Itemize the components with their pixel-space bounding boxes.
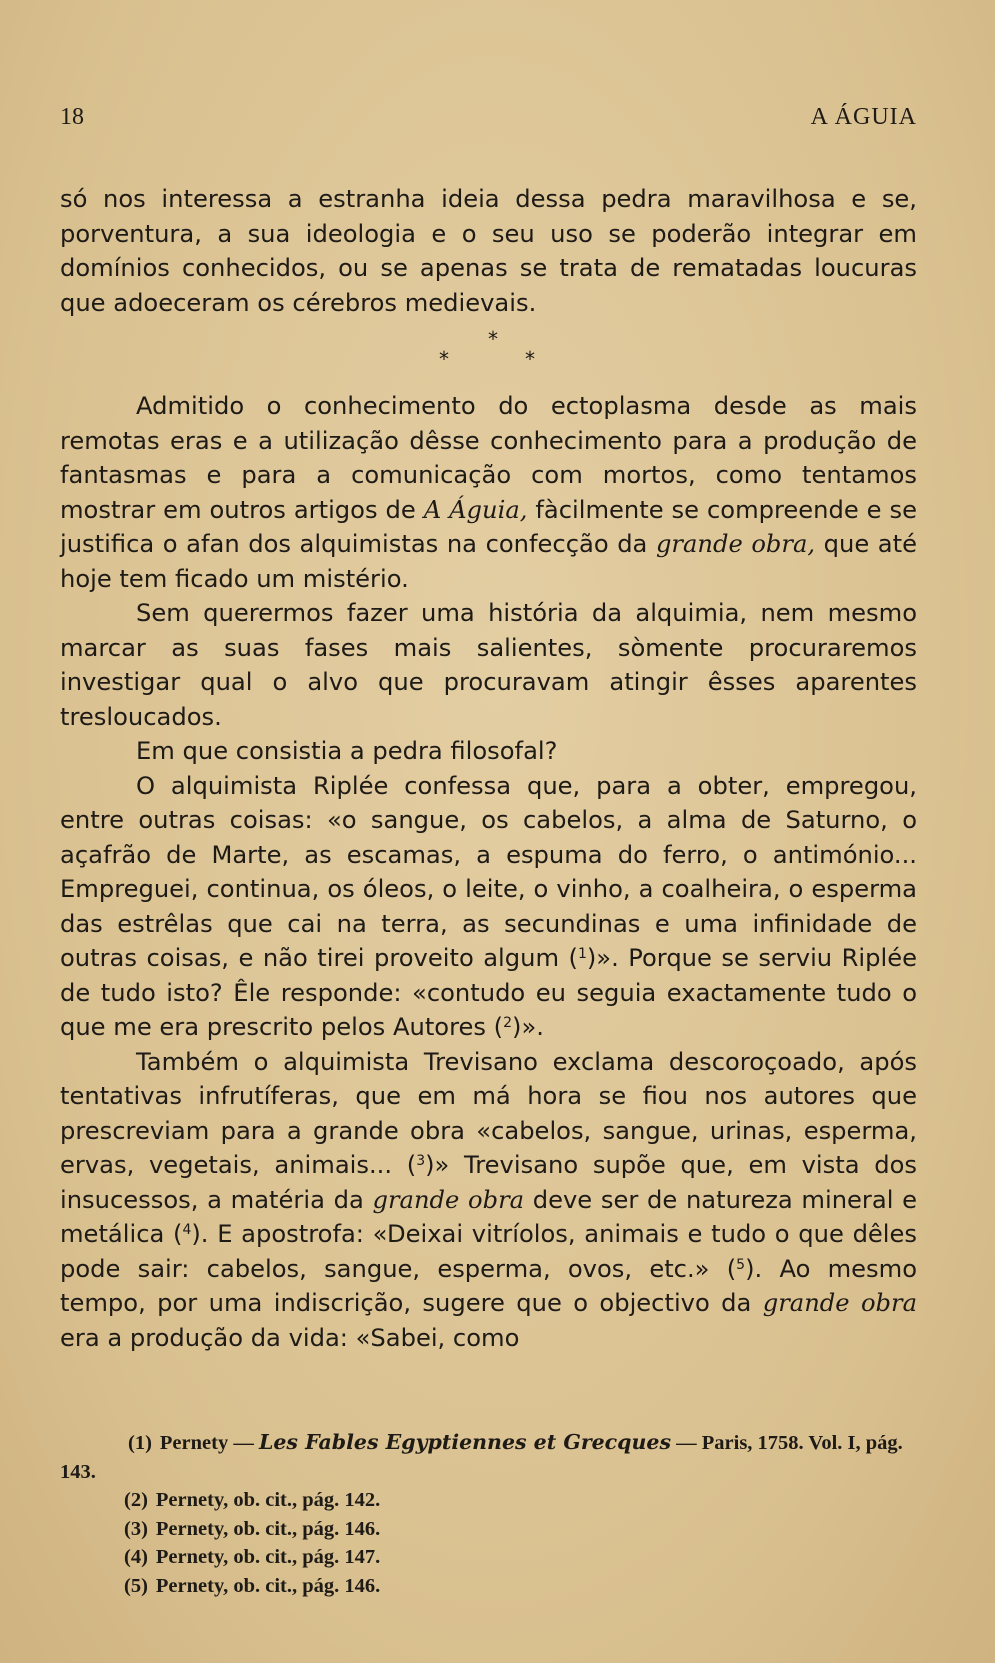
footnote: (3) Pernety, ob. cit., pág. 146. — [124, 1517, 381, 1540]
paragraph-4: O alquimista Riplée confessa que, para a obter, empregou, entre outras coisas: «o sangue, os cabelos, a alma de Saturno, o açafrão de Marte, as escamas, a espuma do ferro, o antimónio... Empreguei, continua, os óleos, o leite, o vinho, a coalheira, o esperma das estrêlas que cai na terra, as secundinas e uma infinidade de outras coisas, e não tirei proveito algum ($^1$)». Porque se serviu Riplée de tudo isto? Êle responde: «contudo eu seguia exactamente tudo o que me era prescrito pelos Autores ($^2$)». — [60, 771, 917, 1041]
emphasis: grande obra — [762, 1289, 917, 1317]
body-text — [60, 182, 917, 1355]
footnote-ref: 3 — [416, 1153, 426, 1169]
paragraph-2: Sem querermos fazer uma história da alquimia, nem mesmo marcar as suas fases mais salientes, sòmente procuraremos investigar qual o alvo que procuravam atingir êsses aparentes tresloucados. — [60, 599, 917, 731]
paragraph-0: só nos interessa a estranha ideia dessa pedra maravilhosa e se, porventura, a sua ideologia e o seu uso se poderão integrar em domínios conhecidos, ou se apenas se trata de rematadas loucuras que adoeceram os cérebros medievais. — [60, 185, 917, 317]
footnote-ref: 4 — [182, 1222, 192, 1238]
footnote-ref: 5 — [736, 1256, 746, 1273]
page-number: 18 — [60, 104, 84, 130]
footnote-ref: 1 — [577, 946, 587, 962]
paragraph-1: Admitido o conhecimento do ectoplasma desde as mais remotas eras e a utilização dêsse conhecimento para a produção de fantasmas e para a comunicação com mortos, como tentamos mostrar em outros artigos de A Águia, fàcilmente se compreende e se justifica o afan dos alquimistas na confecção da grande obra, que até hoje tem ficado um mistério. — [60, 392, 917, 593]
emphasis: grande obra — [372, 1185, 525, 1214]
running-title: A ÁGUIA — [810, 104, 917, 130]
footnote: (1) Pernety — Les Fables Egyptiennes et Grecques — Paris, 1758. Vol. I, pág. 143. — [60, 1430, 903, 1483]
paragraph-3: Em que consistia a pedra filosofal? — [136, 737, 558, 765]
asterism-divider — [60, 320, 917, 389]
footnote: (5) Pernety, ob. cit., pág. 146. — [124, 1574, 381, 1597]
page-header — [60, 104, 917, 138]
asterisk: * — [439, 347, 449, 371]
asterisk: * — [488, 327, 498, 351]
asterisk: * — [525, 347, 535, 371]
journal-title: A Águia, — [423, 495, 528, 524]
footnote: (2) Pernety, ob. cit., pág. 142. — [124, 1489, 381, 1512]
paragraph-5: Também o alquimista Trevisano exclama descoroçoado, após tentativas infrutíferas, que em má hora se fiou nos autores que prescreviam para a grande obra «cabelos, sangue, urinas, esperma, ervas, vegetais, animais... ($^3$)» Trevisano supõe que, em vista dos insucessos, a matéria da grande obra deve ser de natureza mineral e metálica ($^4$). E apostrofa: «Deixai vitríolos, animais e tudo o que dêles pode sair: cabelos, sangue, esperma, ovos, etc.» ($^5$). Ao mesmo tempo, por uma indiscrição, sugere que o objectivo da grande obra era a produção da vida: «Sabei, como — [60, 1047, 918, 1352]
footnote-ref: 2 — [503, 1015, 513, 1031]
emphasis: grande obra, — [655, 530, 816, 558]
footnotes — [60, 1428, 917, 1601]
footnote: (4) Pernety, ob. cit., pág. 147. — [124, 1546, 381, 1569]
